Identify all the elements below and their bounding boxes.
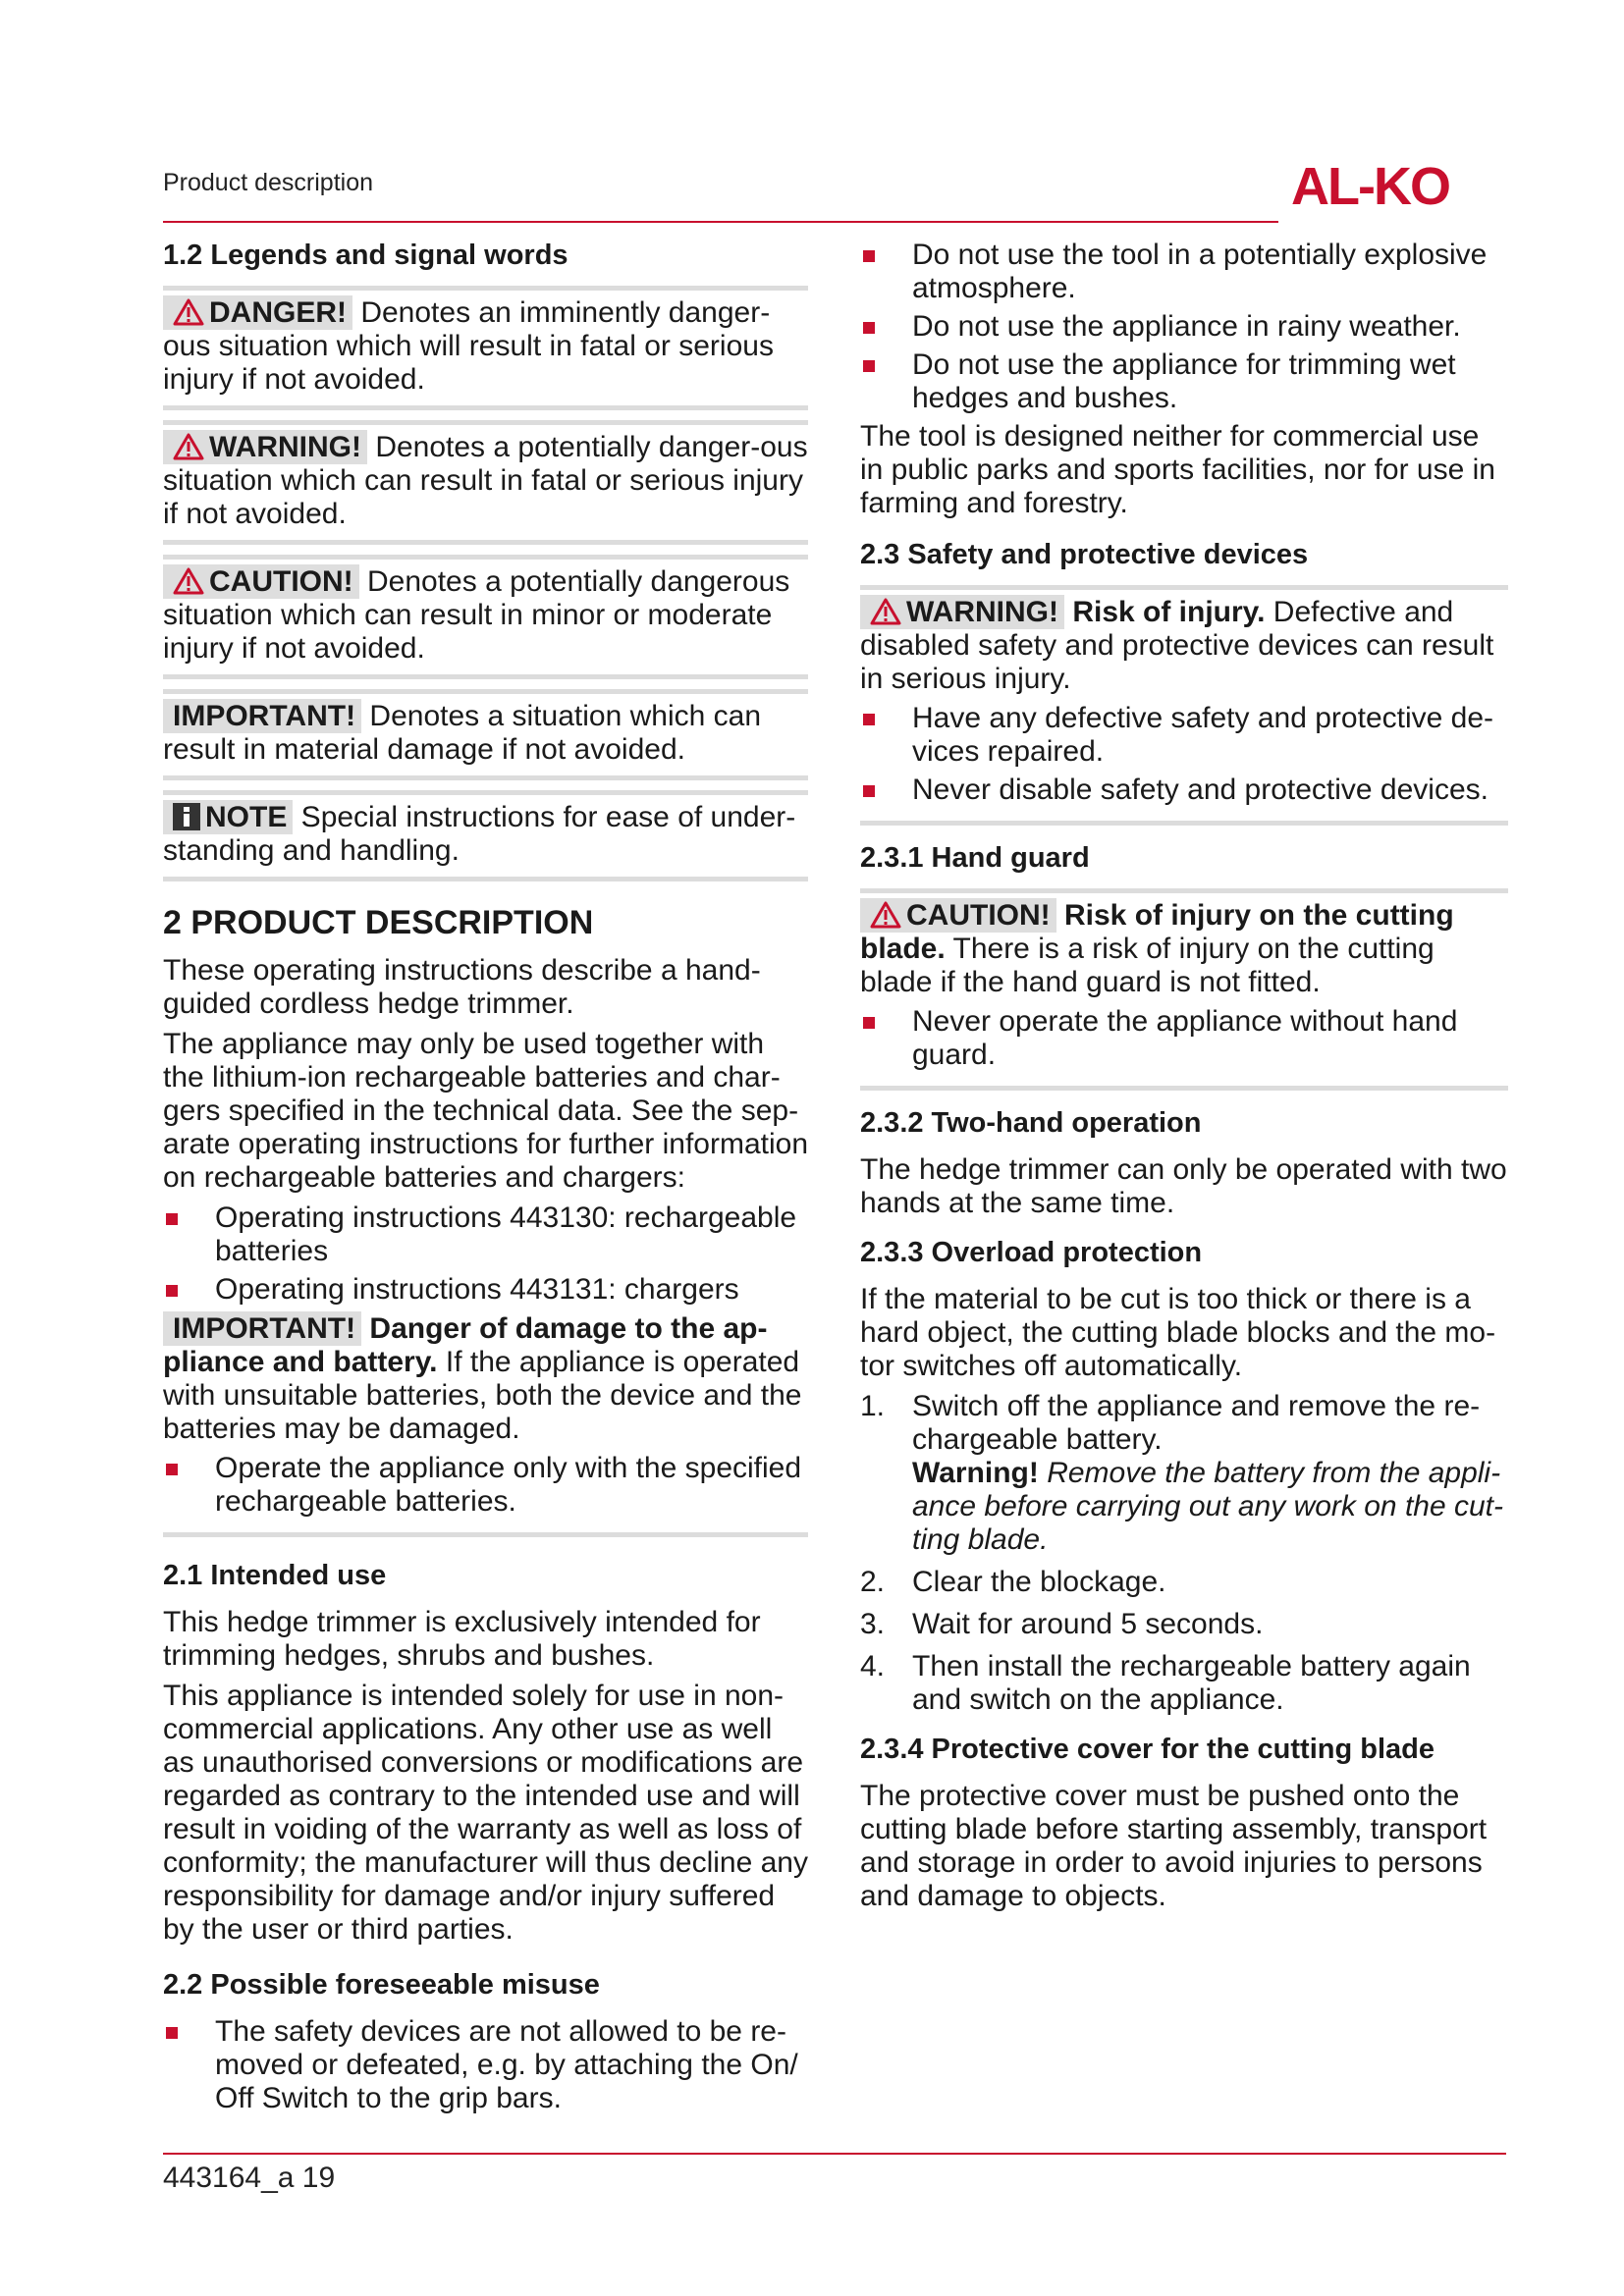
caution-signal-word: CAUTION!	[163, 564, 359, 599]
list-item: Operate the appliance only with the specified rechargeable batteries.	[163, 1452, 808, 1519]
important-text: Denotes a situation which can result in material damage if not avoided.	[163, 700, 761, 766]
section-2-1-paragraph-2: This appliance is intended solely for use in non-commercial applications. Any other use as well as unauthorised conversions or modifications are regarded as contrary to the intended use and will result in voiding of the warranty as well as loss of conformity; the manufacturer will thus decline any responsibility for damage and/or injury suffered by the user or third parties.	[163, 1680, 808, 1946]
right-column	[860, 239, 1508, 1920]
footer-rule	[163, 2153, 1506, 2155]
important-signal-word: IMPORTANT!	[163, 699, 361, 733]
step-warning-text: Remove the battery from the appli-ance before carrying out any work on the cut-ting blade.	[912, 1457, 1503, 1556]
important-notice-title: Danger of damage to the ap-pliance and battery.	[163, 1312, 768, 1378]
section-2-3-3-title: 2.3.3 Overload protection	[860, 1237, 1203, 1268]
important-battery-notice	[163, 1312, 808, 1537]
list-item: The safety devices are not allowed to be re-moved or defeated, e.g. by attaching the On/ Off Switch to the grip bars.	[163, 2015, 808, 2115]
section-2-2-title: 2.2 Possible foreseeable misuse	[163, 1969, 600, 2001]
svg-text:AL-KO: AL-KO	[1291, 157, 1449, 212]
list-item: Do not use the tool in a potentially explosive atmosphere.	[860, 239, 1508, 305]
list-item: 3. Wait for around 5 seconds.	[860, 1608, 1264, 1640]
warning-legend	[163, 420, 808, 545]
section-2-3-title: 2.3 Safety and protective devices	[860, 539, 1309, 570]
danger-text: Denotes an imminently danger-ous situation which will result in fatal or serious injury if not avoided.	[163, 296, 774, 396]
warning-triangle-icon	[173, 298, 204, 326]
important-legend	[163, 689, 808, 780]
caution-signal-word: CAUTION!	[860, 898, 1056, 933]
warning-triangle-icon	[870, 901, 901, 929]
section-1-2-title: 1.2 Legends and signal words	[163, 240, 568, 271]
caution-text: Denotes a potentially dangerous situation which can result in minor or moderate injury if not avoided.	[163, 565, 790, 665]
left-column	[163, 239, 808, 2120]
list-item: Never disable safety and protective devices.	[860, 774, 1508, 807]
warning-signal-word: WARNING!	[163, 430, 367, 464]
misuse-list	[860, 239, 1508, 415]
section-2-3-2-paragraph: The hedge trimmer can only be operated with two hands at the same time.	[860, 1153, 1507, 1219]
warning-signal-word: WARNING!	[860, 595, 1064, 629]
section-2-list	[163, 1201, 808, 1307]
section-2-paragraph-1: These operating instructions describe a hand-guided cordless hedge trimmer.	[163, 954, 761, 1020]
warning-triangle-icon	[173, 567, 204, 595]
section-2-3-2-title: 2.3.2 Two-hand operation	[860, 1107, 1202, 1139]
important-notice-text: If the appliance is operated with unsuitable batteries, both the device and the batteries may be damaged.	[163, 1346, 802, 1445]
header-rule	[163, 221, 1278, 223]
section-2-title: 2 PRODUCT DESCRIPTION	[163, 904, 594, 941]
list-item: Never operate the appliance without hand guard.	[860, 1005, 1508, 1072]
note-text: Special instructions for ease of under-standing and handling.	[163, 801, 796, 867]
warning-triangle-icon	[870, 598, 901, 625]
danger-legend	[163, 286, 808, 410]
danger-signal-word: DANGER!	[163, 295, 352, 330]
misuse-paragraph: The tool is designed neither for commercial use in public parks and sports facilities, nor for use in farming and forestry.	[860, 420, 1495, 519]
step-warning-label: Warning!	[912, 1457, 1039, 1489]
safety-devices-warning	[860, 585, 1508, 826]
warning-text: Denotes a potentially danger-ous situation which can result in fatal or serious injury if not avoided.	[163, 431, 808, 530]
section-2-3-3-paragraph: If the material to be cut is too thick or there is a hard object, the cutting blade blocks and the mo-tor switches off automatically.	[860, 1283, 1496, 1382]
header-section-label: Product description	[163, 169, 374, 196]
list-item: Have any defective safety and protective de-vices repaired.	[860, 702, 1508, 769]
important-signal-word: IMPORTANT!	[163, 1311, 361, 1346]
footer-doc-code: 443164_a 19	[163, 2162, 336, 2194]
section-2-paragraph-2: The appliance may only be used together with the lithium-ion rechargeable batteries and char-gers specified in the technical data. See the sep-arate operating instructions for further information on rechargeable batteries and chargers:	[163, 1028, 808, 1194]
list-item: Do not use the appliance in rainy weather.	[860, 310, 1508, 344]
warning-title: Risk of injury.	[1063, 596, 1266, 628]
warning-triangle-icon	[173, 433, 204, 460]
list-item: Do not use the appliance for trimming wet hedges and bushes.	[860, 348, 1508, 415]
list-item: Operating instructions 443130: rechargeable batteries	[163, 1201, 808, 1268]
section-2-3-4-paragraph: The protective cover must be pushed onto the cutting blade before starting assembly, transport and storage in order to avoid injuries to persons and damage to objects.	[860, 1780, 1488, 1912]
note-legend	[163, 790, 808, 881]
note-signal-word: NOTE	[163, 800, 293, 834]
section-2-3-1-title: 2.3.1 Hand guard	[860, 842, 1090, 874]
info-icon	[173, 803, 200, 830]
list-item: Operating instructions 443131: chargers	[163, 1273, 808, 1307]
hand-guard-caution	[860, 888, 1508, 1091]
section-2-2-list	[163, 2015, 808, 2115]
section-2-1-title: 2.1 Intended use	[163, 1560, 387, 1591]
warning-text: Defective and disabled safety and protective devices can result in serious injury.	[860, 596, 1494, 695]
list-item: 2. Clear the blockage.	[860, 1566, 1166, 1598]
caution-text: There is a risk of injury on the cutting blade if the hand guard is not fitted.	[860, 933, 1435, 998]
overload-steps	[860, 1390, 1508, 1717]
caution-title: Risk of injury on the cutting blade.	[860, 899, 1454, 965]
section-2-3-4-title: 2.3.4 Protective cover for the cutting blade	[860, 1734, 1435, 1765]
caution-legend	[163, 555, 808, 679]
list-item: 1. Switch off the appliance and remove the re-chargeable battery. Warning! Remove the battery from the appli-ance before carrying out any work on the cut-ting blade.	[860, 1390, 1503, 1556]
brand-logo	[1291, 157, 1502, 212]
section-2-1-paragraph-1: This hedge trimmer is exclusively intended for trimming hedges, shrubs and bushes.	[163, 1606, 761, 1672]
list-item: 4. Then install the rechargeable battery again and switch on the appliance.	[860, 1650, 1471, 1716]
